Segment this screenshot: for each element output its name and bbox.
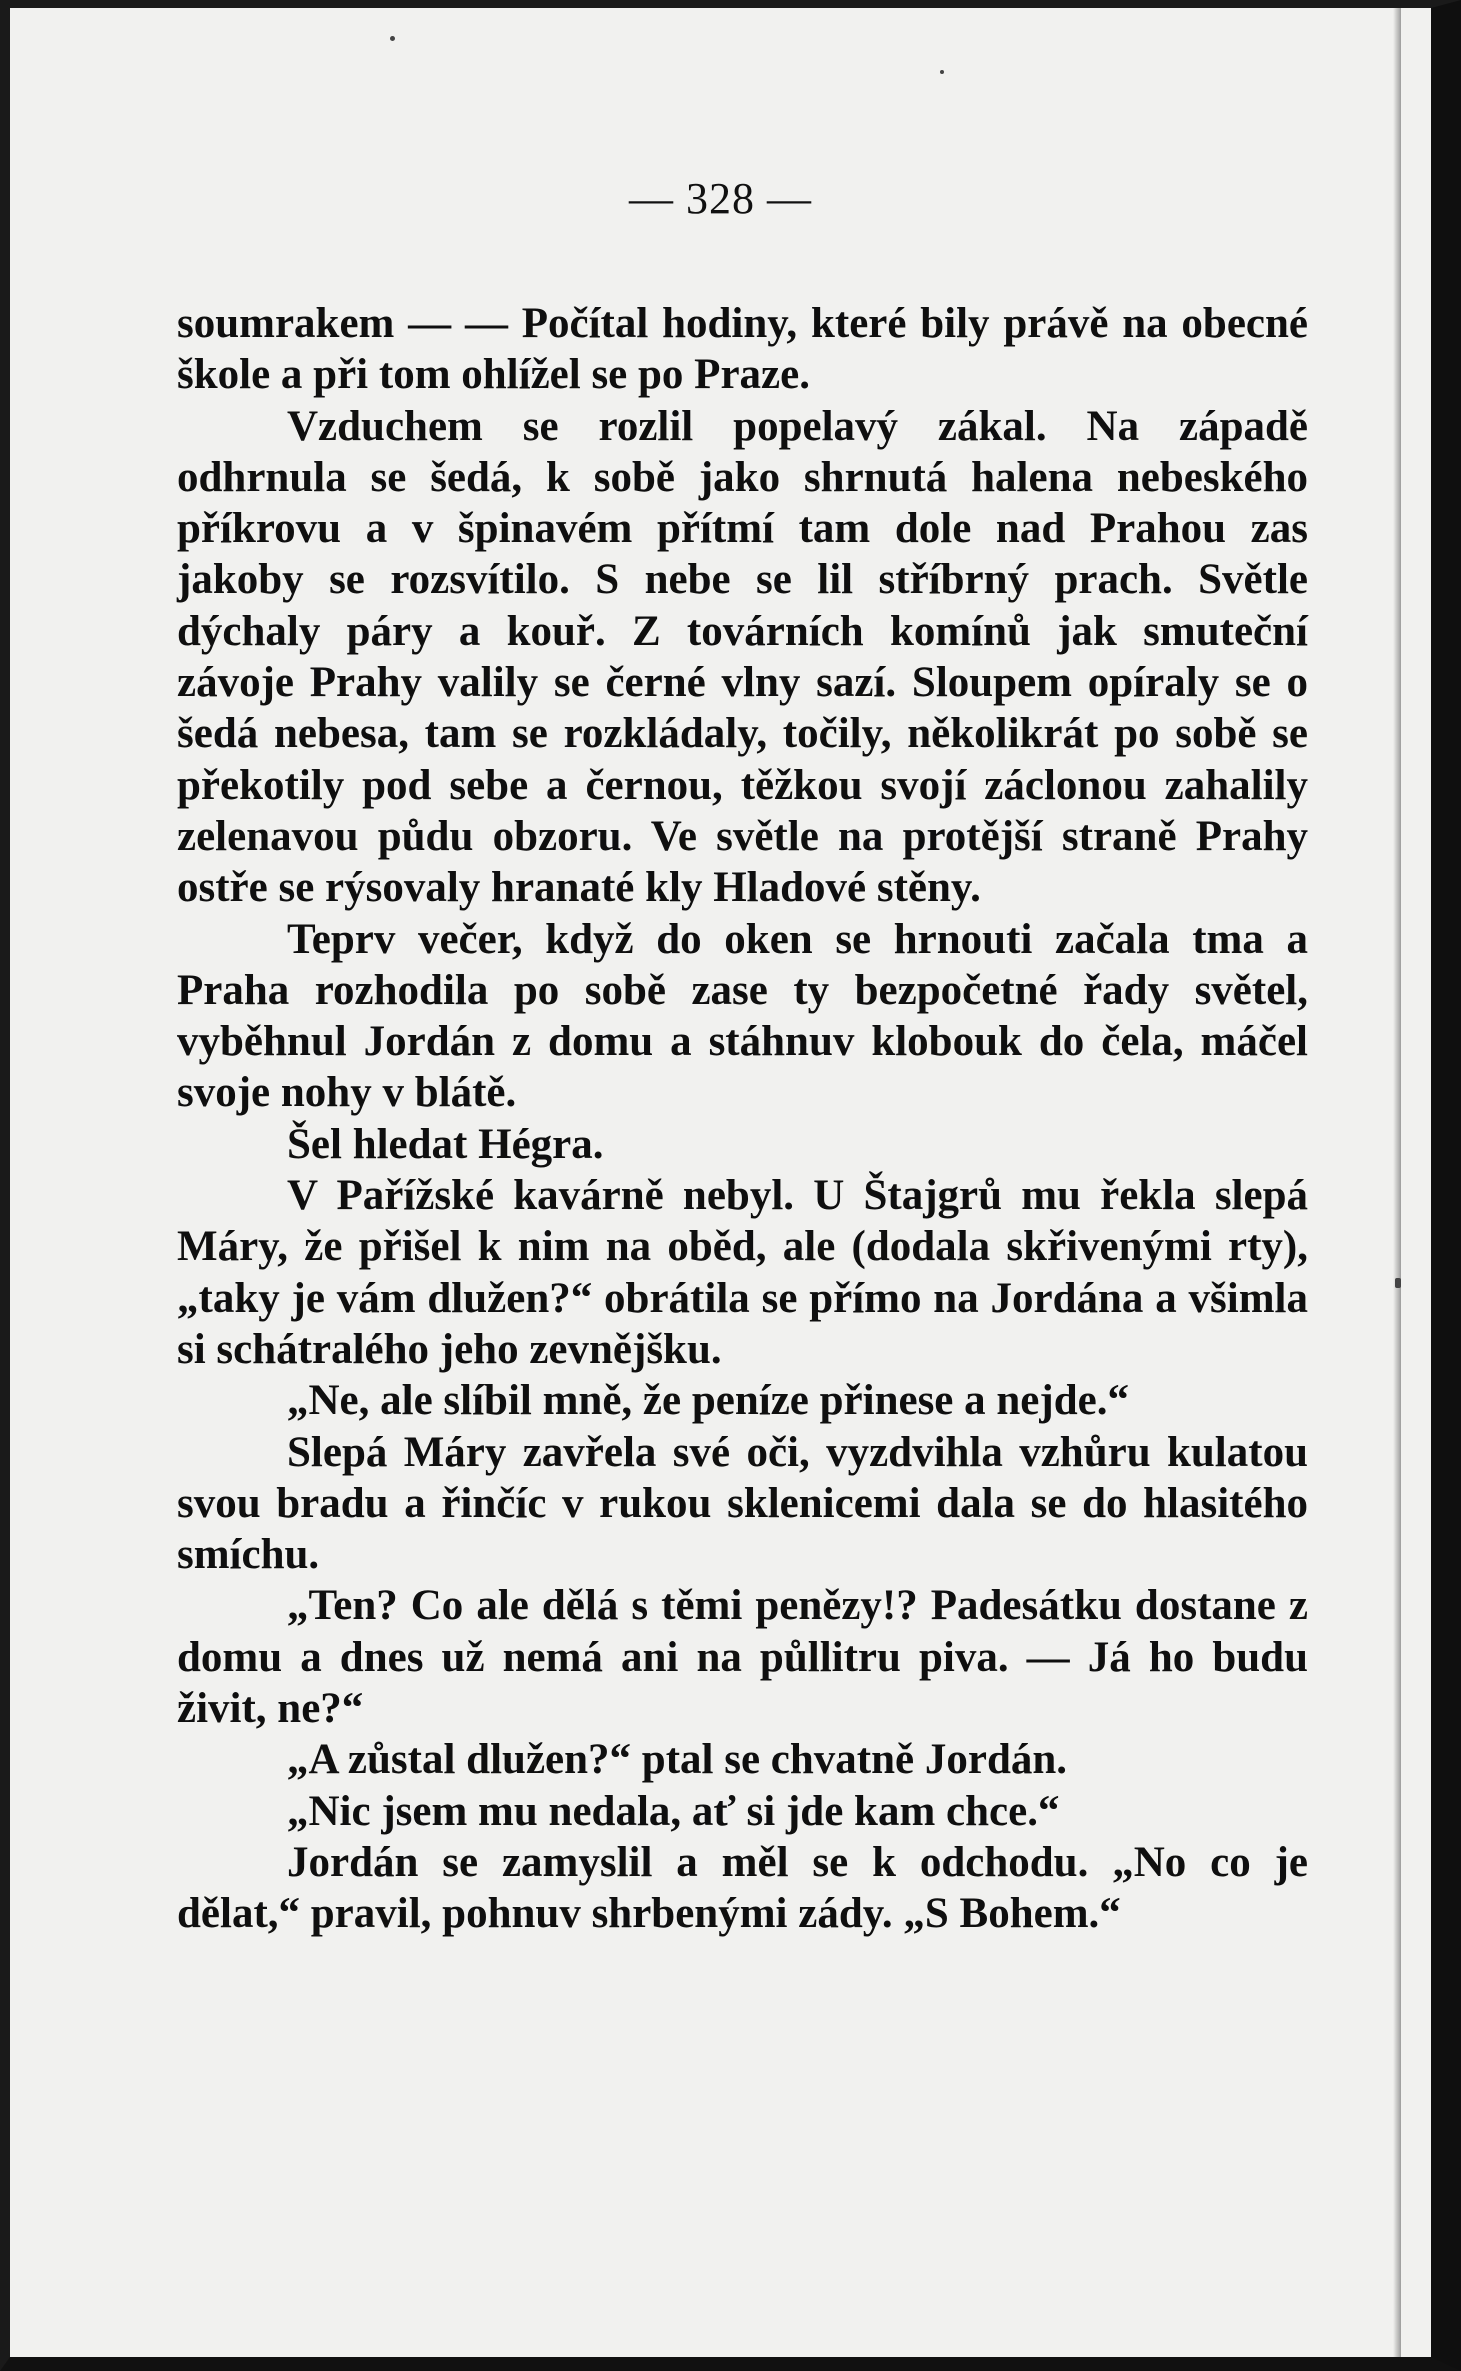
paragraph: Jordán se zamyslil a měl se k odchodu. „No co je dělat,“ pravil, pohnuv shrbenými zády. „S Bohem.“ [177, 1838, 1308, 1938]
paragraph: „Ten? Co ale dělá s těmi penězy!? Padesátku dostane z domu a dnes už nemá ani na půllitru piva. — Já ho budu živit, ne?“ [177, 1582, 1308, 1733]
paragraph: V Pařížské kavárně nebyl. U Štajgrů mu řekla slepá Máry, že přišel k nim na oběd, ale (dodala skřivenými rty), „taky je vám dlužen?“ obrátila se přímo na Jordána a všimla si schátralého jeho zevnějšku. [177, 1172, 1308, 1373]
paragraph: „Nic jsem mu nedala, ať si jde kam chce.“ [287, 1787, 1060, 1835]
paragraph: Slepá Máry zavřela své oči, vyzdvihla vzhůru kulatou svou bradu a řinčíc v rukou sklenicemi dala se do hlasitého smíchu. [177, 1428, 1308, 1579]
binding-shadow [1393, 8, 1401, 2357]
scan-speck [1395, 1278, 1401, 1288]
body-text [177, 298, 1308, 1940]
paragraph: Teprv večer, když do oken se hrnouti začala tma a Praha rozhodila po sobě zase ty bezpočetné řady světel, vyběhnul Jordán z domu a stáhnuv klobouk do čela, máčel svoje nohy v blátě. [177, 915, 1308, 1117]
paragraph: „A zůstal dlužen?“ ptal se chvatně Jordán. [287, 1736, 1068, 1784]
scan-speck [940, 70, 944, 74]
paragraph: Šel hledat Hégra. [287, 1120, 604, 1168]
page-number: — 328 — [629, 174, 812, 223]
paragraph: soumrakem — — Počítal hodiny, které bily právě na obecné škole a při tom ohlížel se po Praze. [177, 300, 1308, 399]
paragraph: Vzduchem se rozlil popelavý zákal. Na západě odhrnula se šedá, k sobě jako shrnutá halena nebeského příkrovu a v špinavém přítmí tam dole nad Prahou zas jakoby se rozsvítilo. S nebe se lil stříbrný prach. Světle dýchaly páry a kouř. Z továrních komínů jak smuteční závoje Prahy valily se černé vlny sazí. Sloupem opíraly se o šedá nebesa, tam se rozkládaly, točily, několikrát po sobě se překotily pod sebe a černou, těžkou svojí záclonou zahalily zelenavou půdu obzoru. Ve světle na protější straně Prahy ostře se rýsovaly hranaté kly Hladové stěny. [177, 402, 1308, 912]
scan-speck [390, 36, 395, 41]
paragraph: „Ne, ale slíbil mně, že peníze přinese a nejde.“ [287, 1377, 1129, 1425]
